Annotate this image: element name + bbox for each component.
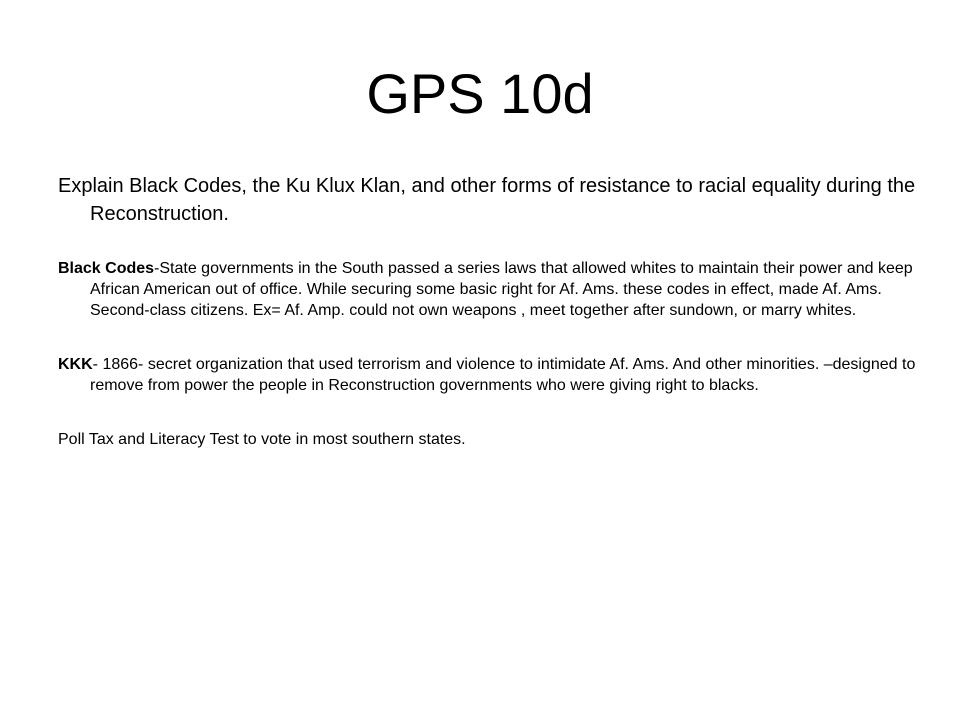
slide-body xyxy=(58,172,918,450)
intro-paragraph: Explain Black Codes, the Ku Klux Klan, and other forms of resistance to racial equality during the Reconstruction. xyxy=(58,175,916,225)
slide-title: GPS 10d xyxy=(366,62,594,125)
black-codes-paragraph xyxy=(58,258,918,321)
kkk-term: KKK xyxy=(58,356,93,373)
black-codes-term: Black Codes xyxy=(58,260,155,277)
black-codes-text: -State governments in the South passed a series laws that allowed whites to maintain their power and keep African American out of office. While securing some basic right for Af. Ams. these codes in effect, made Af. Ams. Second-class citizens. Ex= Af. Amp. could not own weapons , meet together after sundown, or marry whites. xyxy=(90,260,913,319)
kkk-paragraph xyxy=(58,354,918,396)
poll-tax-paragraph: Poll Tax and Literacy Test to vote in most southern states. xyxy=(58,431,466,448)
kkk-text: - 1866- secret organization that used terrorism and violence to intimidate Af. Ams. And other minorities. –designed to remove from power the people in Reconstruction governments who were giving right to blacks. xyxy=(90,356,916,394)
